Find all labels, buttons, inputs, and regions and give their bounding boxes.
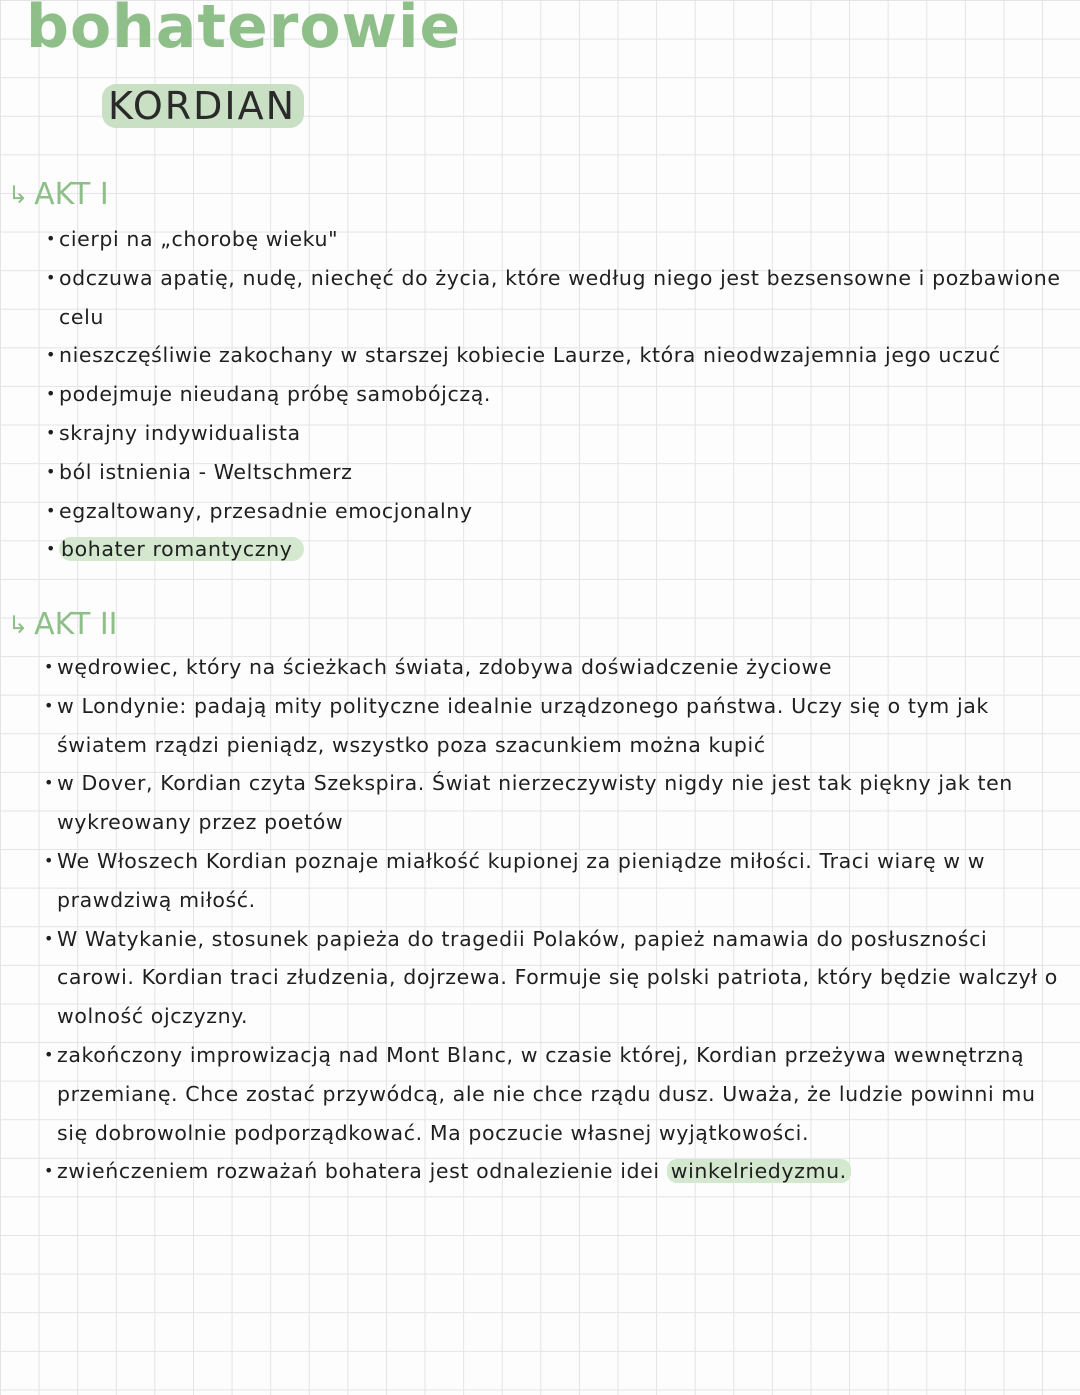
highlighted-text: bohater romantyczny [59, 537, 304, 561]
list-item: • cierpi na „chorobę wieku" [48, 220, 1068, 259]
highlighted-text: winkelriedyzmu. [667, 1159, 851, 1183]
corner-arrow-icon: ↳ [8, 181, 29, 209]
subtitle [102, 84, 304, 130]
page-title: bohaterowie [26, 0, 462, 62]
list-item: • zakończony improwizacją nad Mont Blanc, w czasie której, Kordian przeżywa wewnętrzną przemianę. Chce zostać przywódcą, ale nie chce rządu dusz. Uważa, że ludzie powinni mu się dobrowolnie podporządkować. Ma poczucie własnej wyjątkowości. [46, 1036, 1066, 1152]
list-item-text: zwieńczeniem rozważań bohatera jest odnalezienie idei [57, 1159, 660, 1184]
list-item: • wędrowiec, który na ścieżkach świata, zdobywa doświadczenie życiowe [46, 648, 1066, 687]
akt-1-list [48, 220, 1068, 569]
list-item: • We Włoszech Kordian poznaje miałkość kupionej za pieniądze miłości. Traci wiarę w w prawdziwą miłość. [46, 842, 1066, 920]
list-item [46, 1152, 1066, 1191]
akt-2-list [46, 648, 1066, 1191]
list-item [48, 530, 1068, 569]
list-item: • nieszczęśliwie zakochany w starszej kobiecie Laurze, która nieodwzajemnia jego uczuć [48, 336, 1068, 375]
list-item: • W Watykanie, stosunek papieża do tragedii Polaków, papież namawia do posłuszności carowi. Kordian traci złudzenia, dojrzewa. Formuje się polski patriota, który będzie walczył o wolność ojczyzny. [46, 920, 1066, 1036]
list-item: • skrajny indywidualista [48, 414, 1068, 453]
list-item: • odczuwa apatię, nudę, niechęć do życia, które według niego jest bezsensowne i pozbawione celu [48, 259, 1068, 337]
list-item: • egzaltowany, przesadnie emocjonalny [48, 492, 1068, 531]
section-heading-text: AKT I [34, 177, 109, 212]
corner-arrow-icon: ↳ [8, 611, 29, 639]
list-item: • ból istnienia - Weltschmerz [48, 453, 1068, 492]
section-heading-akt-2 [8, 607, 118, 642]
list-item: • w Dover, Kordian czyta Szekspira. Świat nierzeczywisty nigdy nie jest tak piękny jak ten wykreowany przez poetów [46, 764, 1066, 842]
list-item: • podejmuje nieudaną próbę samobójczą. [48, 375, 1068, 414]
section-heading-text: AKT II [34, 607, 118, 642]
list-item: • w Londynie: padają mity polityczne idealnie urządzonego państwa. Uczy się o tym jak światem rządzi pieniądz, wszystko poza szacunkiem można kupić [46, 687, 1066, 765]
section-heading-akt-1 [8, 177, 109, 212]
subtitle-text: KORDIAN [102, 84, 304, 128]
